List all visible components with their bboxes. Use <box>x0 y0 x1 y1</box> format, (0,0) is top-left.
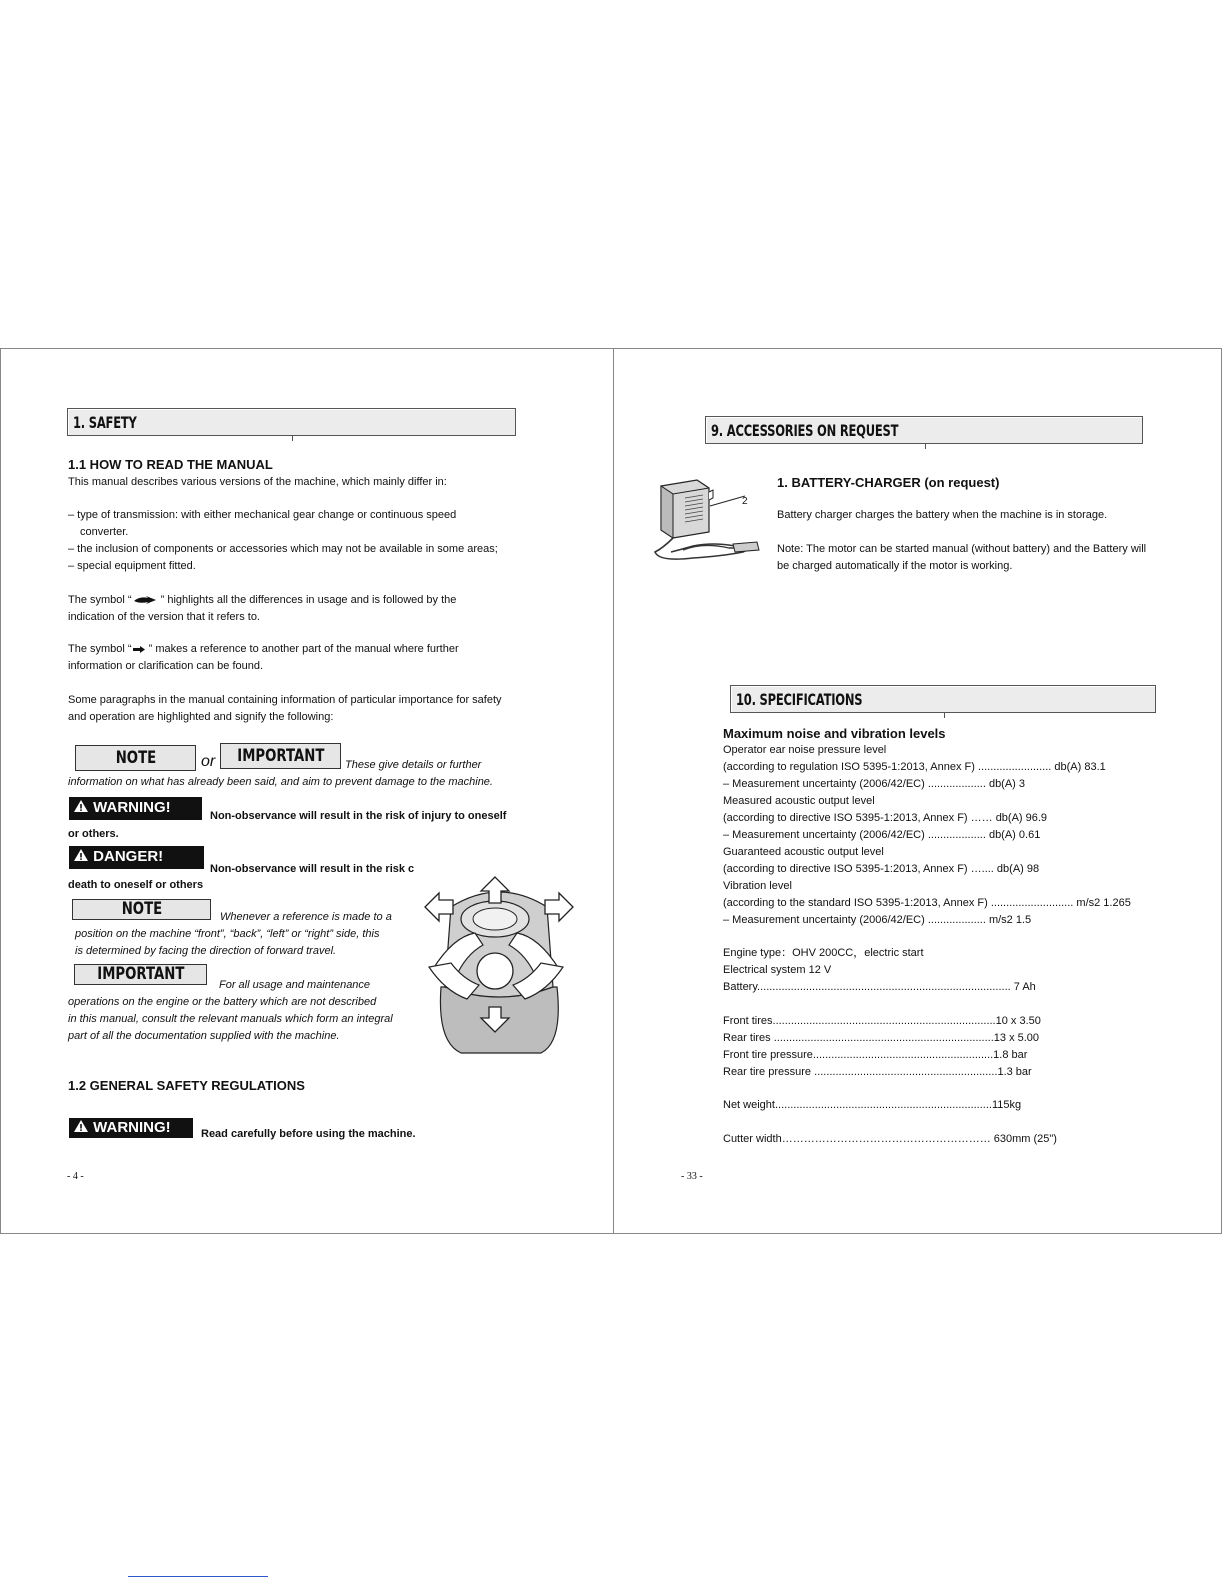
danger-text-cont: death to oneself or others <box>68 879 204 891</box>
warning-triangle-icon-2 <box>73 1119 89 1133</box>
spec-line: Measured acoustic output level <box>723 795 875 807</box>
section-heading-safety <box>67 408 516 436</box>
spec-heading: Maximum noise and vibration levels <box>723 726 946 741</box>
spec-line: (according to directive ISO 5395-1:2013, Annex F) …… db(A) 96.9 <box>723 812 1048 824</box>
spec-line: (according to regulation ISO 5395-1:2013, Annex F) ........................ db(A) 83.1 <box>723 761 1106 773</box>
danger-text: Non-observance will result in the risk c <box>210 863 415 875</box>
imp2-text-cont3: part of all the documentation supplied with the machine. <box>68 1030 340 1042</box>
importance-para: Some paragraphs in the manual containing information of particular importance for safety <box>68 694 502 706</box>
symbol2-line <box>68 641 459 658</box>
manual-spread <box>0 348 1222 1234</box>
section-heading-accessories <box>705 416 1143 444</box>
note-box: NOTE <box>75 745 196 771</box>
subheading-general-safety: 1.2 GENERAL SAFETY REGULATIONS <box>68 1078 305 1093</box>
section-heading-specifications <box>730 685 1156 713</box>
note2-text-cont2: is determined by facing the direction of forward travel. <box>75 945 337 957</box>
spec-line: Operator ear noise pressure level <box>723 744 887 756</box>
symbol2-pre: The symbol “ <box>68 643 132 655</box>
note-important-text: These give details or further <box>345 759 482 771</box>
net-weight: Net weight.......................................................................115kg <box>723 1099 1022 1111</box>
warning-text: Non-observance will result in the risk of injury to oneself <box>210 810 507 822</box>
charger-note: Note: The motor can be started manual (without battery) and the Battery will <box>777 543 1147 555</box>
note-box-2: NOTE <box>72 899 211 920</box>
spec-line: (according to the standard ISO 5395-1:2013, Annex F) ........................... m/s2 1.265 <box>723 897 1131 909</box>
warning-triangle-icon <box>73 799 89 813</box>
symbol1-pre: The symbol “ <box>68 594 132 606</box>
version-symbol-icon <box>132 595 158 605</box>
page-number-left: - 4 - <box>67 1171 84 1182</box>
warning2-text: Read carefully before using the machine. <box>201 1128 416 1140</box>
spec-line: – Measurement uncertainty (2006/42/EC) ................... db(A) 3 <box>723 778 1026 790</box>
spec-line: Guaranteed acoustic output level <box>723 846 884 858</box>
bullet-equipment: – special equipment fitted. <box>68 560 196 572</box>
charger-note-cont: be charged automatically if the motor is working. <box>777 560 1013 572</box>
spec-line: – Measurement uncertainty (2006/42/EC) ................... m/s2 1.5 <box>723 914 1032 926</box>
spec-line: Vibration level <box>723 880 792 892</box>
warning-label: WARNING! <box>69 797 202 820</box>
symbol1-cont: indication of the version that it refers to. <box>68 611 260 623</box>
battery-spec: Battery................................................................................... 7 Ah <box>723 981 1036 993</box>
spec-line: (according to directive ISO 5395-1:2013, Annex F) ….... db(A) 98 <box>723 863 1040 875</box>
bullet-components: – the inclusion of components or accessories which may not be available in some areas; <box>68 543 498 555</box>
bullet-transmission: – type of transmission: with either mechanical gear change or continuous speed <box>68 509 457 521</box>
warning-label-2: WARNING! <box>69 1118 193 1138</box>
intro-text: This manual describes various versions of the machine, which mainly differ in: <box>68 476 447 488</box>
warning-text-cont: or others. <box>68 828 119 840</box>
electrical-system: Electrical system 12 V <box>723 964 832 976</box>
symbol2-cont: information or clarification can be found. <box>68 660 264 672</box>
section9-title: 9. ACCESSORIES ON REQUEST <box>711 421 899 440</box>
rear-tires: Rear tires ........................................................................13 x 5.00 <box>723 1032 1040 1044</box>
page-divider <box>613 349 614 1233</box>
symbol1-line <box>68 592 456 609</box>
imp2-text: For all usage and maintenance <box>219 979 371 991</box>
danger-label: DANGER! <box>69 846 204 869</box>
rear-tire-pressure: Rear tire pressure ............................................................1.3 bar <box>723 1066 1032 1078</box>
note2-text: Whenever a reference is made to a <box>220 911 392 923</box>
imp2-text-cont2: in this manual, consult the relevant manuals which form an integral <box>68 1013 393 1025</box>
battery-charger-illustration <box>653 476 763 566</box>
front-tires: Front tires.........................................................................10 x 3.50 <box>723 1015 1041 1027</box>
engine-type: Engine type：OHV 200CC，electric start <box>723 947 924 959</box>
imp2-text-cont: operations on the engine or the battery which are not described <box>68 996 377 1008</box>
bullet-transmission-cont: converter. <box>80 526 129 538</box>
important-box: IMPORTANT <box>220 743 341 769</box>
spec-line: – Measurement uncertainty (2006/42/EC) ................... db(A) 0.61 <box>723 829 1041 841</box>
page-number-right: - 33 - <box>681 1171 703 1182</box>
pointing-hand-icon <box>132 645 146 654</box>
section10-title: 10. SPECIFICATIONS <box>736 690 863 709</box>
charger-callout-number: 2 <box>742 496 748 507</box>
mower-directions-illustration <box>423 867 575 1057</box>
charger-text: Battery charger charges the battery when the machine is in storage. <box>777 509 1108 521</box>
note2-text-cont: position on the machine “front”, “back”, “left” or “right” side, this <box>75 928 380 940</box>
footer-rule <box>128 1576 268 1577</box>
important-box-2: IMPORTANT <box>74 964 207 985</box>
note-important-text-cont: information on what has already been said, and aim to prevent damage to the machine. <box>68 776 493 788</box>
front-tire-pressure: Front tire pressure...........................................................1.8 bar <box>723 1049 1028 1061</box>
danger-triangle-icon <box>73 848 89 862</box>
symbol2-post: ” makes a reference to another part of the manual where further <box>145 643 459 655</box>
subheading-how-to-read: 1.1 HOW TO READ THE MANUAL <box>68 457 273 472</box>
section-title: 1. SAFETY <box>73 413 137 432</box>
importance-para-cont: and operation are highlighted and signify the following: <box>68 711 334 723</box>
symbol1-post: ” highlights all the differences in usage and is followed by the <box>157 594 457 606</box>
or-text: or <box>201 753 216 770</box>
cutter-width: Cutter width………………………………………………… 630mm (25") <box>723 1133 1057 1145</box>
charger-heading: 1. BATTERY-CHARGER (on request) <box>777 475 1000 490</box>
